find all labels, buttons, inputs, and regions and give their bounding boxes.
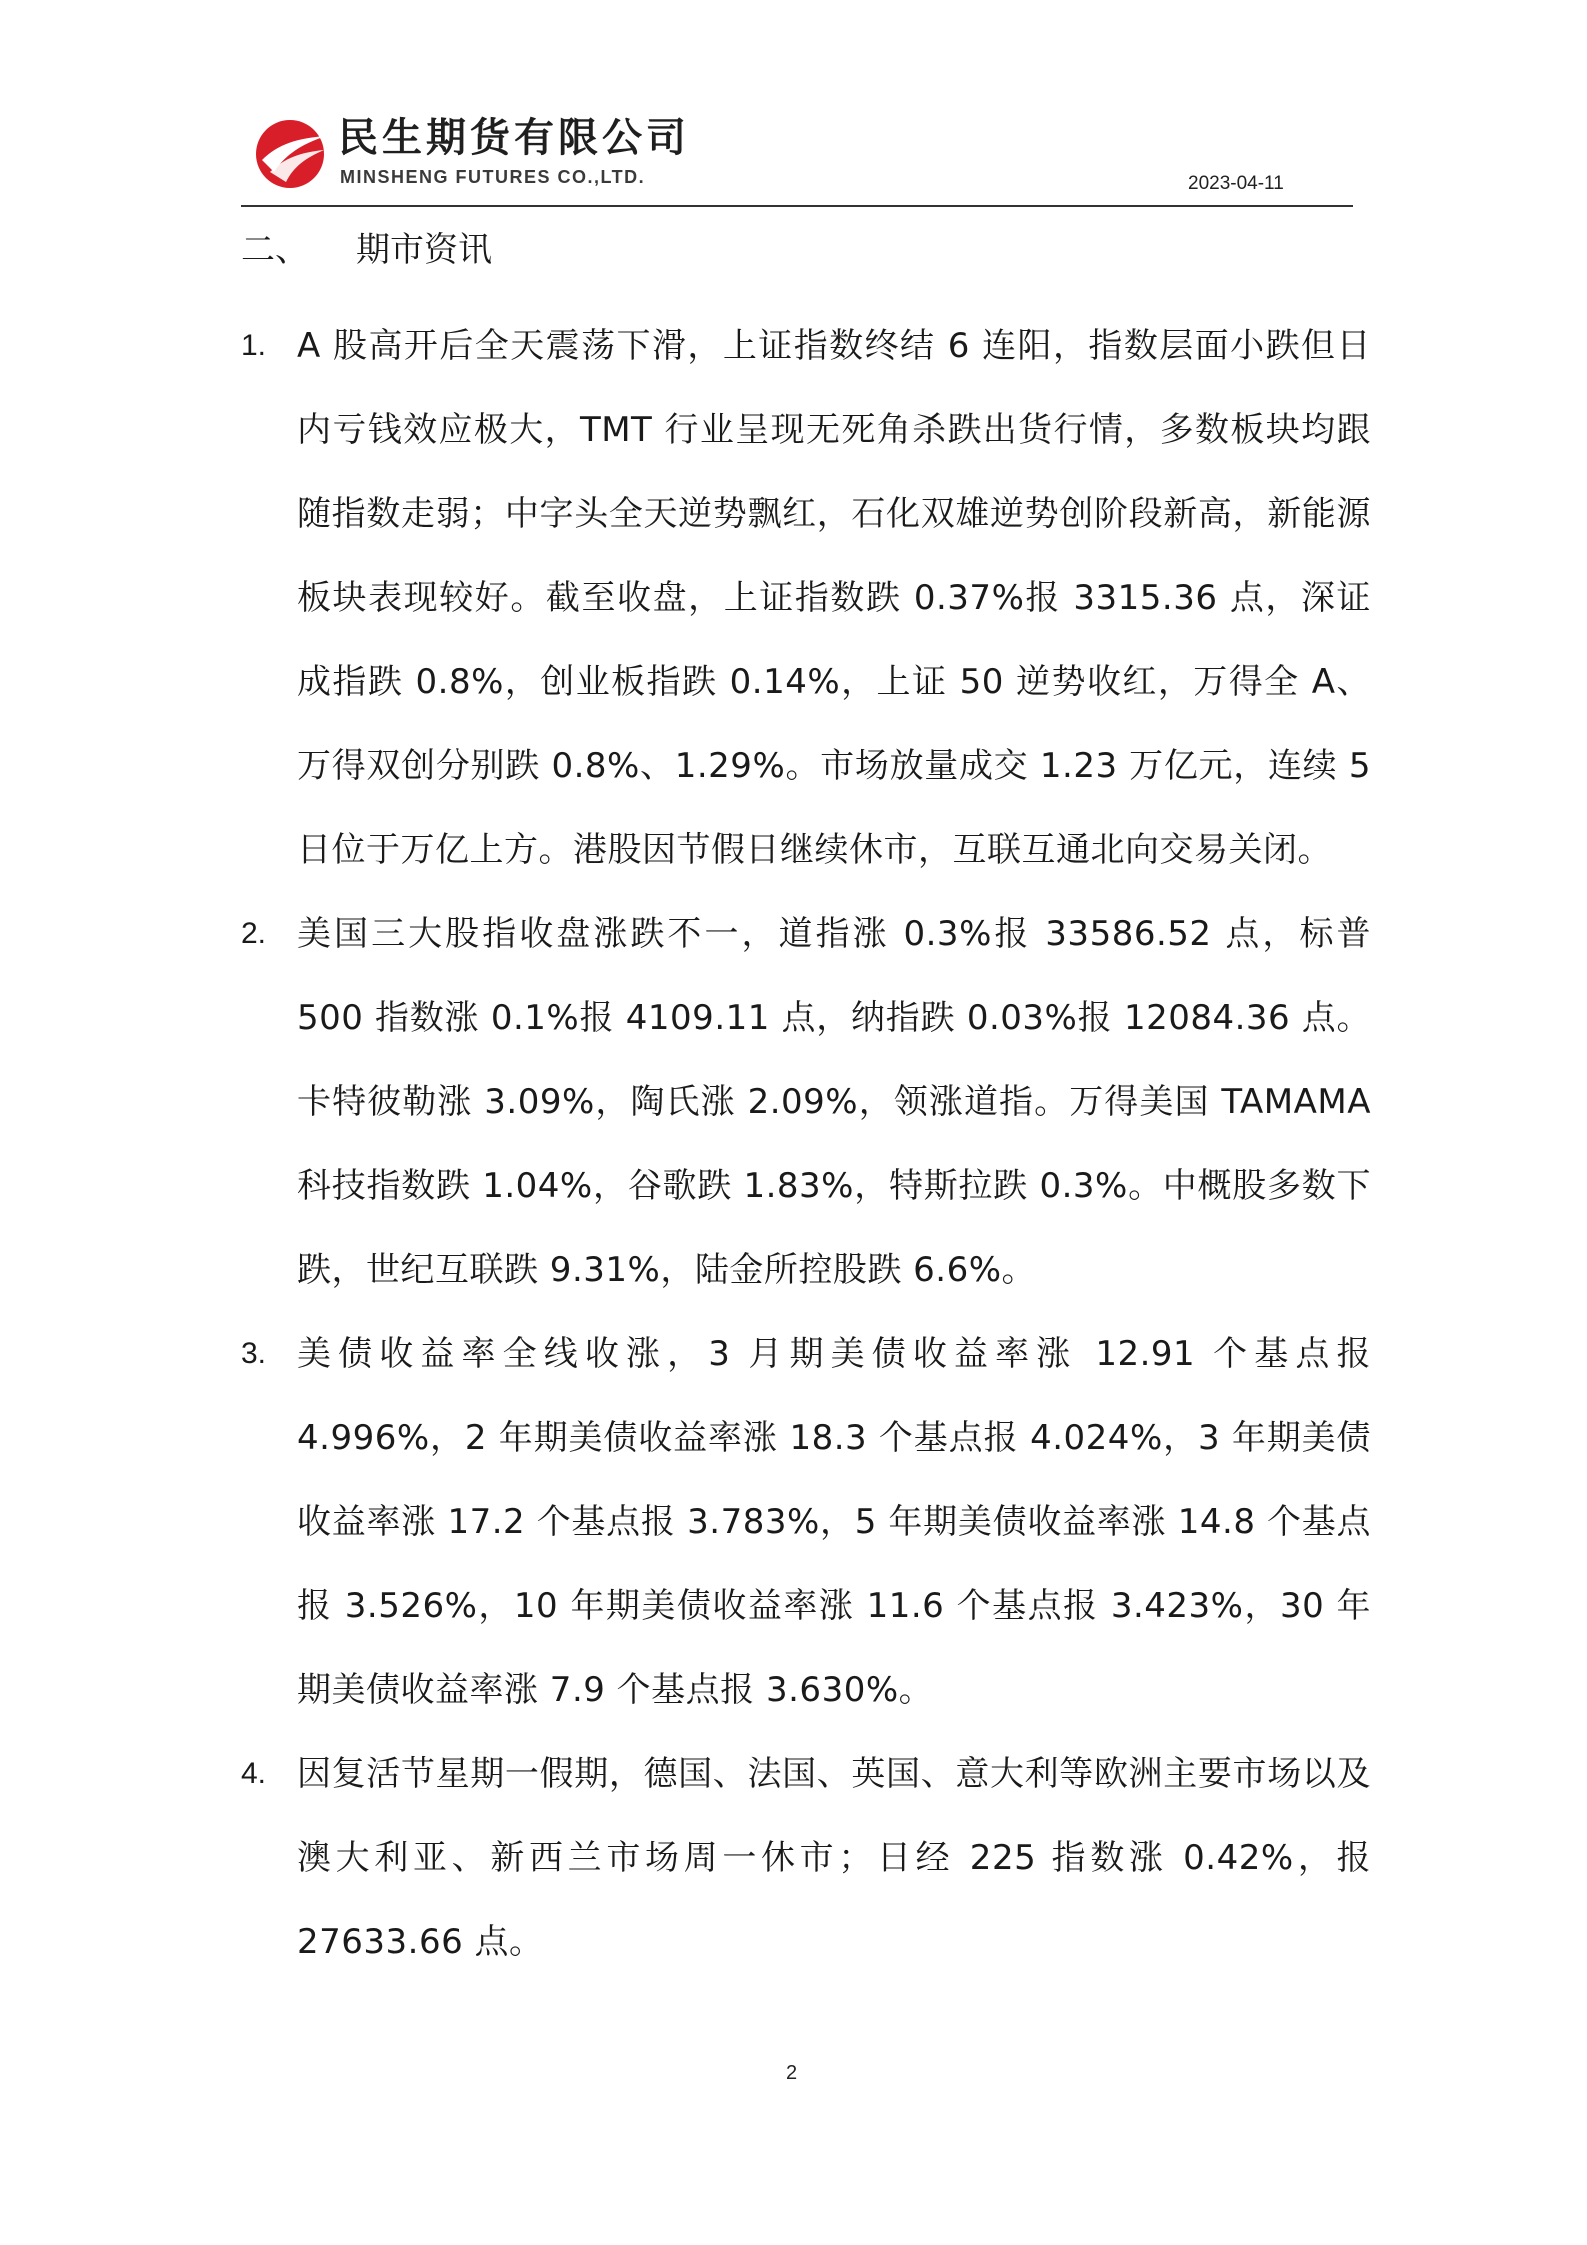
- news-item-text: A 股高开后全天震荡下滑，上证指数终结 6 连阳，指数层面小跌但日内亏钱效应极大，TMT 行业呈现无死角杀跌出货行情，多数板块均跟随指数走弱；中字头全天逆势飘红，石化双雄逆势创阶段新高，新能源板块表现较好。截至收盘，上证指数跌 0.37%报 3315.36 点，深证成指跌 0.8%，创业板指跌 0.14%，上证 50 逆势收红，万得全 A、万得双创分别跌 0.8%、1.29%。市场放量成交 1.23 万亿元，连续 5 日位于万亿上方。港股因节假日继续休市，互联互通北向交易关闭。: [297, 326, 1371, 870]
- news-list: [241, 304, 1371, 1984]
- company-logo: [252, 114, 732, 194]
- news-item-4: [241, 1732, 1371, 1984]
- news-item-3: [241, 1312, 1371, 1732]
- header-divider: [241, 205, 1353, 207]
- section-heading: [241, 228, 492, 272]
- news-item-text: 因复活节星期一假期，德国、法国、英国、意大利等欧洲主要市场以及澳大利亚、新西兰市场周一休市；日经 225 指数涨 0.42%，报 27633.66 点。: [297, 1754, 1371, 1962]
- news-item-number: 1.: [241, 329, 267, 362]
- news-item-text: 美债收益率全线收涨，3 月期美债收益率涨 12.91 个基点报 4.996%，2 年期美债收益率涨 18.3 个基点报 4.024%，3 年期美债收益率涨 17.2 个基点报 3.783%，5 年期美债收益率涨 14.8 个基点报 3.526%，10 年期美债收益率涨 11.6 个基点报 3.423%，30 年期美债收益率涨 7.9 个基点报 3.630%。: [297, 1334, 1371, 1710]
- page-number: 2: [786, 2062, 798, 2084]
- news-item-text: 美国三大股指收盘涨跌不一，道指涨 0.3%报 33586.52 点，标普 500 指数涨 0.1%报 4109.11 点，纳指跌 0.03%报 12084.36 点。卡特彼勒涨 3.09%，陶氏涨 2.09%，领涨道指。万得美国 TAMAMA 科技指数跌 1.04%，谷歌跌 1.83%，特斯拉跌 0.3%。中概股多数下跌，世纪互联跌 9.31%，陆金所控股跌 6.6%。: [297, 914, 1371, 1290]
- news-item-2: [241, 892, 1371, 1312]
- minsheng-logo-icon: [252, 114, 332, 194]
- section-number: 二、: [241, 230, 309, 270]
- company-name-en: MINSHENG FUTURES CO.,LTD.: [340, 167, 646, 187]
- news-item-1: [241, 304, 1371, 892]
- report-date: 2023-04-11: [1188, 173, 1284, 194]
- company-name-cn: 民生期货有限公司: [338, 115, 690, 161]
- news-item-number: 4.: [241, 1757, 267, 1790]
- news-item-number: 3.: [241, 1337, 267, 1370]
- news-item-number: 2.: [241, 917, 267, 950]
- section-title: 期市资讯: [356, 230, 492, 270]
